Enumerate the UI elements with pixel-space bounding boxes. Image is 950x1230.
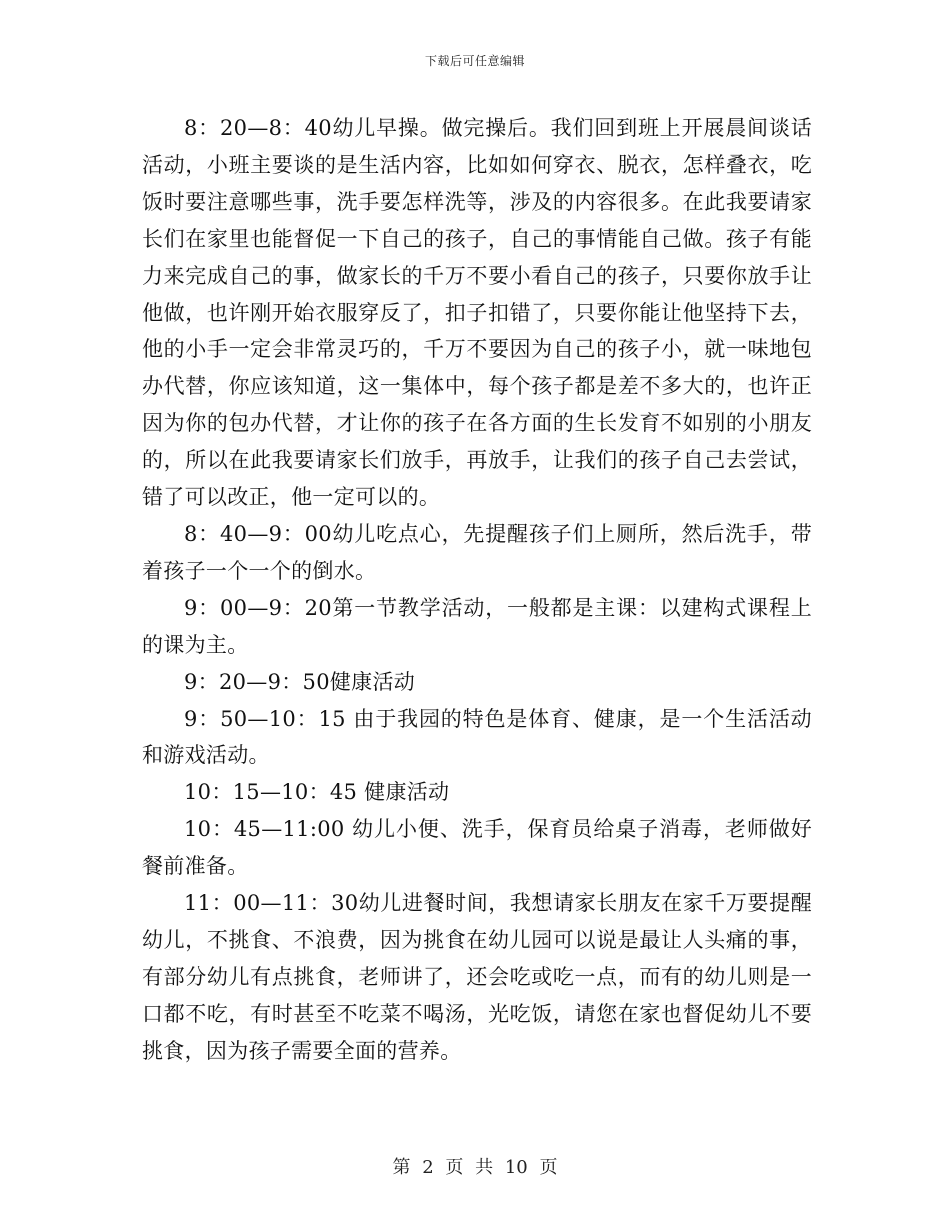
paragraph-pre-meal-prep: 10：45—11:00 幼儿小便、洗手，保育员给桌子消毒，老师做好餐前准备。 <box>142 817 812 879</box>
document-body <box>142 110 812 1070</box>
page-number-footer: 第 2 页 共 10 页 <box>392 1157 558 1178</box>
paragraph-health-activity-1: 9：20—9：50健康活动 <box>184 669 416 694</box>
page-header: 下载后可任意编辑 <box>424 54 525 68</box>
paragraph-meal-time: 11：00—11：30幼儿进餐时间，我想请家长朋友在家千万要提醒幼儿，不挑食、不浪费，因为挑食在幼儿园可以说是最让人头痛的事，有部分幼儿有点挑食，老师讲了，还会吃或吃一点，而有的幼儿则是一口都不吃，有时甚至不吃菜不喝汤，光吃饭，请您在家也督促幼儿不要挑食，因为孩子需要全面的营养。 <box>142 891 812 1063</box>
paragraph-morning-exercise: 8：20—8：40幼儿早操。做完操后。我们回到班上开展晨间谈话活动，小班主要谈的是生活内容，比如如何穿衣、脱衣，怎样叠衣，吃饭时要注意哪些事，洗手要怎样洗等，涉及的内容很多。在此我要请家长们在家里也能督促一下自己的孩子，自己的事情能自己做。孩子有能力来完成自己的事，做家长的千万不要小看自己的孩子，只要你放手让他做，也许刚开始衣服穿反了，扣子扣错了，只要你能让他坚持下去，他的小手一定会非常灵巧的，千万不要因为自己的孩子小，就一味地包办代替，你应该知道，这一集体中，每个孩子都是差不多大的，也许正因为你的包办代替，才让你的孩子在各方面的生长发育不如别的小朋友的，所以在此我要请家长们放手，再放手，让我们的孩子自己去尝试，错了可以改正，他一定可以的。 <box>142 116 812 510</box>
paragraph-health-activity-2: 10：15—10：45 健康活动 <box>184 780 450 805</box>
paragraph-snack-time: 8：40—9：00幼儿吃点心，先提醒孩子们上厕所，然后洗手，带着孩子一个一个的倒水。 <box>142 521 812 583</box>
paragraph-first-lesson: 9：00—9：20第一节教学活动，一般都是主课：以建构式课程上的课为主。 <box>142 595 812 657</box>
paragraph-life-game-activity: 9：50—10：15 由于我园的特色是体育、健康，是一个生活活动和游戏活动。 <box>142 706 812 768</box>
